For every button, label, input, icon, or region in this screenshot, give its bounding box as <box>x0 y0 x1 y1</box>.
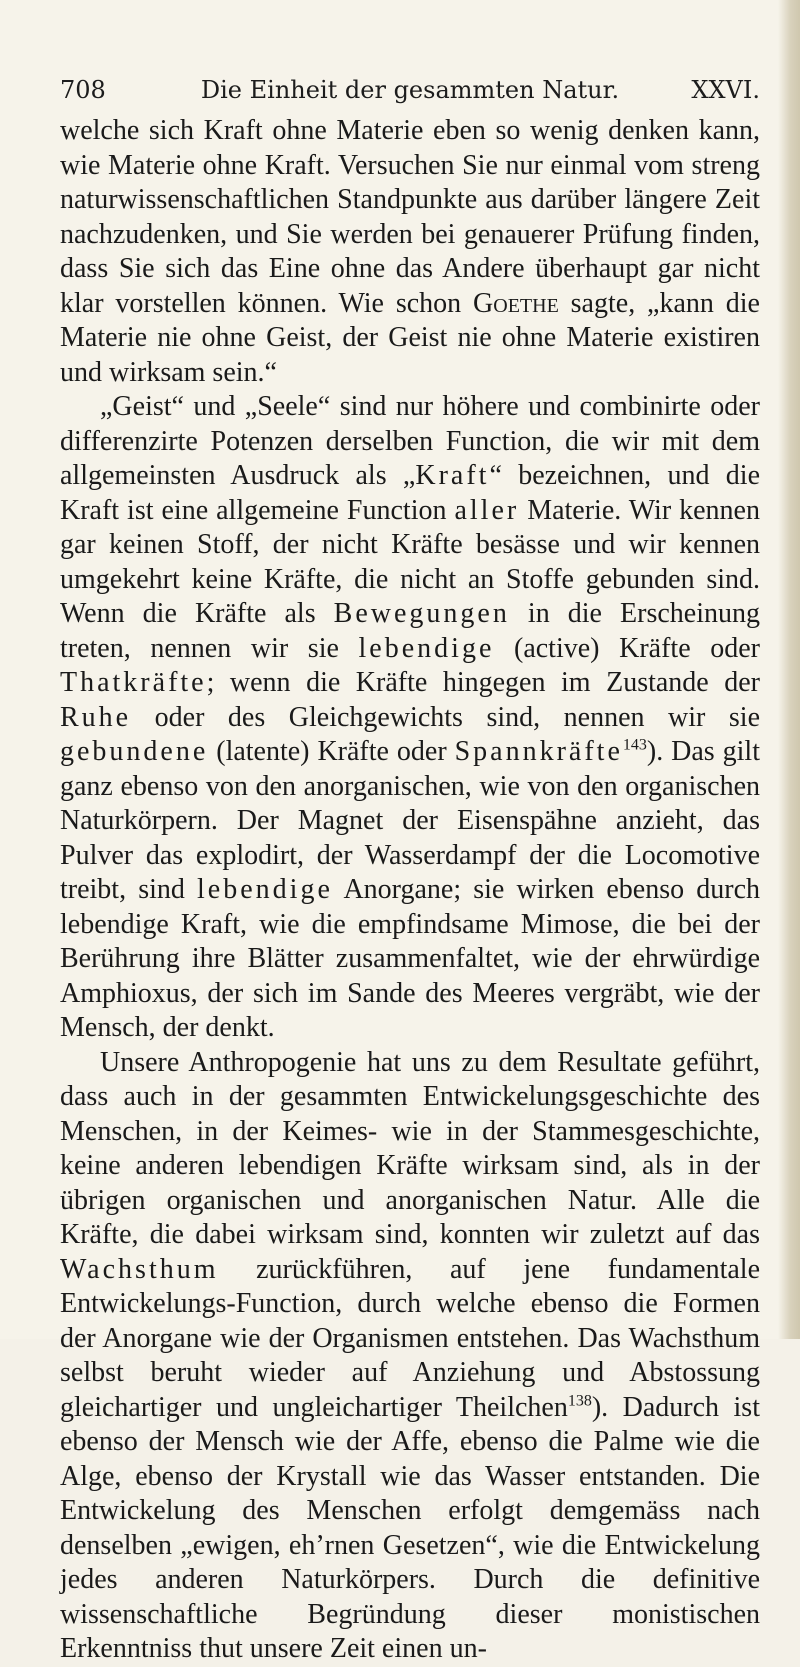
running-header <box>60 76 760 110</box>
emphasized-term: lebendige <box>197 874 333 905</box>
text-run: „Geist“ und „Seele“ sind nur höhere und combinirte oder differenzirte Potenzen derselben Function, die wir mit dem allgemeinsten Ausdruck als „ <box>60 391 760 491</box>
footnote-reference: 143 <box>622 736 647 754</box>
page-edge-shadow <box>778 0 800 1339</box>
body-text <box>60 114 760 1667</box>
paragraph <box>60 390 760 1046</box>
emphasized-term: Spannkräfte <box>454 736 623 767</box>
emphasized-term: aller <box>454 494 520 526</box>
emphasized-term: Wachsthum <box>60 1253 219 1285</box>
text-run: (latente) Kräfte oder <box>208 736 455 767</box>
paragraph <box>60 1046 760 1667</box>
emphasized-term: Ruhe <box>60 701 132 733</box>
emphasized-term: Kraft <box>415 460 490 491</box>
text-run: zurückführen, auf jene fundamentale Entwickelungs-Function, durch welche ebenso die Formen der Anorgane wie der Organismen entstehen. Das Wachsthum selbst beruht wieder auf Anziehung und Abstossung gleichartiger und ungleichartiger Theilchen <box>60 1253 760 1423</box>
text-run: in die Erscheinung treten, nennen wir sie <box>60 598 760 664</box>
page-number: 708 <box>60 76 106 104</box>
text-run: “ bezeichnen, und die Kraft ist eine allgemeine Function <box>60 460 760 526</box>
text-run: ). Das gilt ganz ebenso von den anorganischen, wie von den organischen Naturkörpern. Der Magnet der Eisenspähne anzieht, das Pulver das explodirt, der Wasserdampf der die Locomotive treibt, sind <box>60 736 760 905</box>
running-title: Die Einheit der gesammten Natur. <box>200 76 620 104</box>
text-run: Anorgane; sie wirken ebenso durch lebendige Kraft, wie die empfindsame Mimose, die bei der Berührung ihre Blätter zusammenfaltet, wie der ehrwürdige Amphioxus, der sich im Sande des Meeres vergräbt, wie der Mensch, der denkt. <box>60 874 760 1043</box>
paragraph <box>60 114 760 390</box>
text-run: Materie. Wir kennen gar keinen Stoff, der nicht Kräfte besässe und wir kennen umgekehrt keine Kräfte, die nicht an Stoffe gebunden sind. Wenn die Kräfte als <box>60 494 760 629</box>
chapter-number: XXVI. <box>691 76 760 104</box>
emphasized-term: Bewegungen <box>333 598 510 629</box>
footnote-reference: 138 <box>567 1392 592 1410</box>
text-run: Unsere Anthropogenie hat uns zu dem Resultate geführt, dass auch in der gesammten Entwickelungsgeschichte des Menschen, in der Keimes- wie in der Stammesgeschichte, keine anderen lebendigen Kräfte wirksam sind, als in der übrigen organischen und anorganischen Natur. Alle die Kräfte, die dabei wirksam sind, konnten wir zuletzt auf das <box>60 1046 760 1250</box>
text-run: welche sich Kraft ohne Materie eben so wenig denken kann, wie Materie ohne Kraft. Versuchen Sie nur einmal vom streng naturwissenschaftlichen Standpunkte aus darüber längere Zeit nachzudenken, und Sie werden bei genauerer Prüfung finden, dass Sie sich das Eine ohne das Andere überhaupt gar nicht klar vorstellen können. Wie schon <box>60 115 760 319</box>
emphasized-term: Thatkräfte <box>60 667 207 698</box>
text-run: ; wenn die Kräfte hingegen im Zustande der <box>206 667 760 698</box>
text-run: sagte, „kann die Materie nie ohne Geist, der Geist nie ohne Materie existiren und wirksam sein.“ <box>60 287 760 388</box>
text-run: ). Dadurch ist ebenso der Mensch wie der Affe, ebenso die Palme wie die Alge, ebenso der Krystall wie das Wasser entstanden. Die Entwickelung des Menschen erfolgt demgemäss nach denselben „ewigen, eh’rnen Gesetzen“, wie die Entwickelung jedes anderen Naturkörpers. Durch die definitive wissenschaftliche Begründung dieser monistischen Erkenntniss thut unsere Zeit einen un- <box>60 1391 760 1664</box>
text-run: (active) Kräfte oder <box>494 632 760 664</box>
author-name: Goethe <box>473 287 559 319</box>
emphasized-term: gebundene <box>60 736 209 767</box>
emphasized-term: lebendige <box>358 632 495 664</box>
text-run: oder des Gleichgewichts sind, nennen wir sie <box>131 701 760 733</box>
